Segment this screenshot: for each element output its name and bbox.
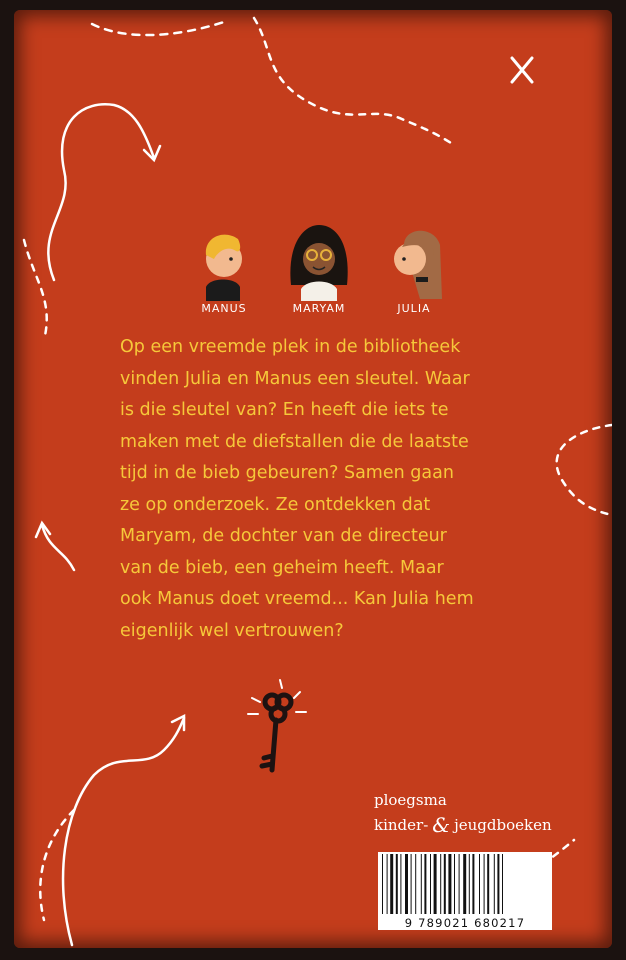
barcode-bar — [487, 854, 489, 914]
publisher-imprint — [374, 813, 552, 838]
julia-portrait-icon — [374, 215, 454, 301]
character-name: JULIA — [397, 302, 431, 315]
isbn-number: 9 789021 680217 — [378, 916, 552, 930]
blurb-line: tijd in de bieb gebeuren? Samen gaan — [120, 463, 454, 483]
barcode-bar — [424, 854, 426, 914]
key-icon — [248, 680, 306, 770]
swirl-arrow-bottom-left — [63, 718, 184, 945]
barcode-bar — [396, 854, 398, 914]
book-blurb — [120, 332, 580, 647]
barcode-bar — [434, 854, 437, 914]
blurb-line: vinden Julia en Manus een sleutel. Waar — [120, 368, 470, 389]
manus-portrait-icon — [184, 215, 264, 301]
blurb-line: Maryam, de dochter van de directeur — [120, 526, 447, 546]
barcode-bars — [378, 852, 552, 916]
barcode-bar — [479, 854, 480, 914]
character-maryam — [279, 215, 359, 315]
character-julia — [374, 215, 454, 315]
blurb-line: is die sleutel van? En heeft die iets te — [120, 400, 449, 420]
barcode-bar — [430, 854, 431, 914]
book-back-cover — [14, 10, 612, 948]
dashed-path-top-right — [254, 18, 454, 145]
dashed-path-top — [92, 22, 224, 35]
character-portraits — [184, 215, 454, 325]
dashed-path-left — [24, 240, 47, 340]
barcode-bar — [400, 854, 401, 914]
barcode-bar — [494, 854, 495, 914]
barcode-bar — [440, 854, 441, 914]
blurb-line: van de bieb, een geheim heeft. Maar — [120, 557, 444, 578]
character-name: MARYAM — [292, 302, 346, 315]
blurb-line: maken met de diefstallen die de laatste — [120, 431, 469, 452]
barcode-bar — [382, 854, 383, 914]
publisher-logo — [374, 788, 552, 838]
blurb-line: Op een vreemde plek in de bibliotheek — [120, 337, 461, 357]
barcode — [378, 852, 552, 930]
character-name: MANUS — [201, 302, 247, 315]
blurb-line: ze op onderzoek. Ze ontdekken dat — [120, 494, 431, 515]
barcode-bar — [405, 854, 408, 914]
barcode-bar — [387, 854, 388, 914]
blurb-line: ook Manus doet vreemd... Kan Julia hem — [120, 589, 474, 609]
barcode-bar — [463, 854, 466, 914]
publisher-imprint-right: jeugdboeken — [454, 816, 552, 834]
blurb-line: eigenlijk wel vertrouwen? — [120, 620, 344, 641]
barcode-bar — [444, 854, 446, 914]
swirl-arrow-left — [48, 104, 154, 280]
publisher-imprint-left: kinder- — [374, 816, 429, 834]
small-arrow-left — [42, 525, 74, 570]
barcode-bar — [448, 854, 451, 914]
barcode-bar — [411, 854, 412, 914]
barcode-bar — [454, 854, 455, 914]
publisher-name: ploegsma — [374, 791, 447, 809]
barcode-bar — [415, 854, 416, 914]
character-manus — [184, 215, 264, 315]
x-mark-icon — [512, 58, 532, 82]
maryam-portrait-icon — [279, 215, 359, 301]
barcode-bar — [469, 854, 470, 914]
ampersand-glyph: & — [432, 813, 451, 837]
barcode-bar — [472, 854, 474, 914]
barcode-bar — [390, 854, 393, 914]
barcode-bar — [497, 854, 499, 914]
barcode-bar — [459, 854, 460, 914]
barcode-bar — [484, 854, 485, 914]
barcode-bar — [421, 854, 422, 914]
barcode-bar — [502, 854, 503, 914]
